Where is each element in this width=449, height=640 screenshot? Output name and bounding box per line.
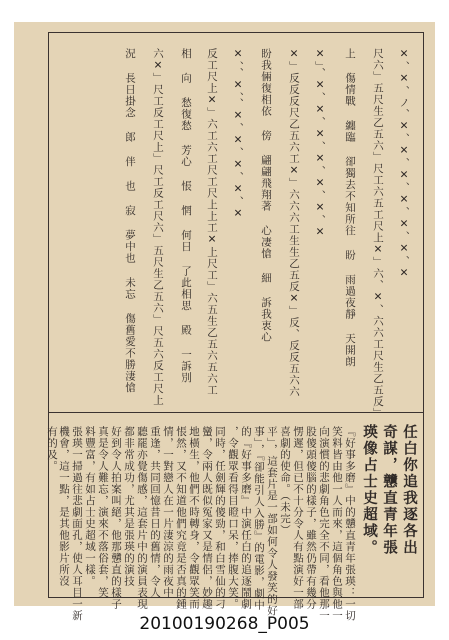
page-sheet [14,22,435,622]
article-column: 機會，這一點，是其他影片所沒 [58,426,70,587]
headline-line: 瑛像占士史超域。 [361,424,378,556]
page-caption: 20100190268_P005 [139,614,310,634]
right-rule [423,32,424,598]
score-column: 上 傷情戰 纏臨 卻獨去不知所往 盼 雨過夜靜 天開朗 [344,48,356,368]
score-column: 尺六」五尺生乙五六」尺工六五工尺上✕」六、✕、六六工尺生乙五反」 [372,48,384,419]
score-column: ✕、✕、ノ、✕、✕、✕、✕、✕、✕、✕ [398,48,410,280]
article-column: ，令觀眾看得目瞪口呆，捧腹大笑。 [227,426,239,610]
article-column: 悵然，又不知道他們究竟是否真的鍾 [175,426,187,610]
article-column: 重逢，共同回憶昔日的舊情，令人 [149,426,161,599]
article-column: 股傻頭傻腦的樣子，雖然仍帶有幾分 [305,426,317,610]
score-column: 反工尺上✕」六工六工尺工尺上上工✕上尺工」六五生乙五六五六工 [206,48,218,396]
article-column: 都非常成功，尤其是張瑛的演技 [123,426,135,587]
article-column: 的『好事多磨』中演任白的追逐鬧劇 [240,426,252,610]
top-rule [48,32,424,33]
score-column: 盼我倆復相依 傍 翩翩飛翔著 心凄愴 細 訴我衷心 [260,48,272,343]
article-column: 愣遲，但已不十分令人有點演好一部 [292,426,304,610]
article-column: 『好事多磨』中的戇直青年張瑛：一切 [344,426,356,622]
score-column: 況 長日掛念 郎 伴 也 寂 夢中也 未忘 傷舊愛不勝淒愴 [124,48,136,394]
article-column: 平」，這套片是一部如何令人發笑的好 [266,426,278,617]
article-column: 同時，任劍輝的傻勁，和白雪仙的刁 [214,426,226,610]
score-column: 相 向 愁復愁 芳心 悵 惘 何日 了此相思 殿 一訴別 [180,48,192,384]
article-column: 笑料皆由他一人而來，這個角色與他一 [331,426,343,622]
article-column: 喜劇的使命。（未完） [279,426,291,536]
middle-rule [48,412,424,413]
article-column: 事」，『卻能引人入勝』的電影，劇中 [253,426,265,611]
article-column: 蠻，令兩人既似冤家又是情侶，妙趣 [201,426,213,610]
article-column: 真是令人難忘，演來不落俗套，笑 [97,426,109,599]
score-column: 六✕」尺工反工尺上」尺工反工尺六」五尺生乙五六」尺五六反工尺上 [152,48,164,406]
article-column: 有的及。 [46,426,58,472]
article-column: 地橫生，他們不時轉身，令觀眾笑而 [188,426,200,610]
headline-line: 任白你追我逐各出 [401,424,418,556]
article-column: 向演慣的悲劇角色完全不同，看他那一 [318,426,330,622]
score-column: ✕」反反反尺乙五六工✕」六六六工生生乙五反✕」反、反反五六六 [288,48,300,398]
article-column: 料豐富，有如占士史超域一樣。 [84,426,96,587]
article-column: 情，一對戀人在一片淒涼的雨夜中 [162,426,174,599]
score-column: ✕、、✕、、✕、✕、✕、✕、✕ [232,48,244,221]
article-column: 聽罷亦覺傷感，這套片中的演員表現 [136,426,148,610]
article-column: 好到令人拍案叫絕，他那戇直的樣子 [110,426,122,610]
article-column: 張瑛一掃過往悲劇面孔，使人耳目一新 [71,426,83,622]
score-column: ✕」、✕、✕、✕、✕、✕、✕、✕ [314,48,326,239]
page-frame [46,32,424,622]
headline-line: 奇謀，戇直青年張 [381,424,398,556]
